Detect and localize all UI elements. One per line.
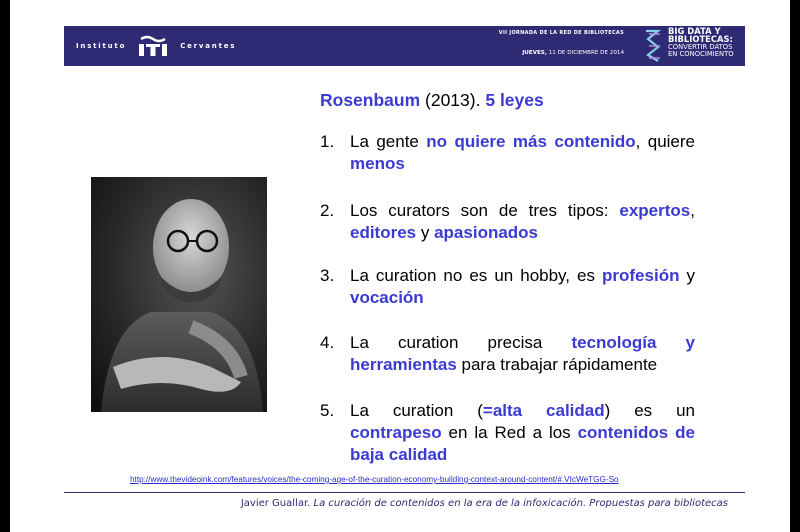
instituto-cervantes-brand [76,26,236,66]
law-text-plain: , quiere [635,132,695,151]
law-text-highlight: no quiere más contenido [426,132,636,151]
law-text-plain: La curation ( [350,401,483,420]
law-text [350,200,695,244]
event-date [464,50,624,56]
law-text-plain: en la Red a los [441,423,578,442]
portrait-illustration [91,177,267,412]
law-text-plain: La curation precisa [350,333,572,352]
law-number: 3. [320,266,335,285]
big-data-brand [644,27,734,65]
law-text-highlight: tecnología y herramientas [350,333,695,374]
law-text-plain: La curation no es un hobby, es [350,266,603,285]
header-bar [64,26,745,66]
law-text-plain: y [416,223,435,242]
footer-divider [64,492,745,493]
law-text-highlight: =alta calidad [482,401,605,420]
big-data-line1: BIG DATA Y [668,26,721,36]
slide-heading [320,90,544,111]
law-text-highlight: expertos [619,201,691,220]
law-text [350,332,695,376]
footer-credit [241,498,728,509]
big-data-logo-icon [644,29,662,63]
heading-author: Rosenbaum [320,90,421,110]
law-text-highlight: apasionados [434,223,539,242]
instituto-cervantes-logo-icon [138,35,168,57]
law-text [350,131,695,175]
event-title: VII JORNADA DE LA RED DE BIBLIOTECAS [498,30,624,36]
big-data-line3: CONVERTIR DATOS [668,42,733,51]
law-item-2 [320,200,695,244]
law-text-highlight: menos [350,154,405,173]
footer-title: La curación de contenidos en la era de la infoxicación. Propuestas para bibliotecas [313,498,728,509]
brand-word-right: Cervantes [180,42,237,50]
law-text [350,400,695,466]
law-number: 5. [320,401,335,420]
law-text-highlight: contenidos de baja calidad [350,423,695,464]
law-text-highlight: contrapeso [350,423,442,442]
law-text-highlight: editores [350,223,417,242]
law-text [350,265,695,309]
big-data-line4: EN CONOCIMIENTO [668,49,734,58]
law-text-plain: La gente [350,132,427,151]
law-number: 4. [320,333,335,352]
law-text-plain: y [679,266,695,285]
big-data-line2: BIBLIOTECAS: [668,34,733,45]
law-text-plain: Los curators son de tres tipos: [350,201,620,220]
law-number: 2. [320,201,335,220]
law-item-1 [320,131,695,175]
law-text-plain: ) es un [604,401,695,420]
heading-year: (2013). [420,90,486,110]
footer-author: Javier Guallar. [240,498,314,509]
law-text-highlight: vocación [350,288,424,307]
law-text-plain: , [690,201,695,220]
law-item-4 [320,332,695,376]
slide [10,0,790,532]
event-info [464,30,624,56]
law-text-plain: para trabajar rápidamente [456,355,658,374]
source-link[interactable]: http://www.thevideoink.com/features/voices/the-coming-age-of-the-curation-economy-building-context-around-content/#.VIcWeTGG-So [130,475,619,484]
law-text-highlight: profesión [602,266,680,285]
event-day: JUEVES, [522,50,547,56]
law-item-3 [320,265,695,309]
portrait-photo [91,177,267,412]
brand-word-left: Instituto [76,42,127,50]
big-data-title [668,27,734,57]
event-date-text: 11 DE DICIEMBRE DE 2014 [548,50,624,56]
law-item-5 [320,400,695,466]
law-number: 1. [320,132,335,151]
heading-topic: 5 leyes [485,90,544,110]
